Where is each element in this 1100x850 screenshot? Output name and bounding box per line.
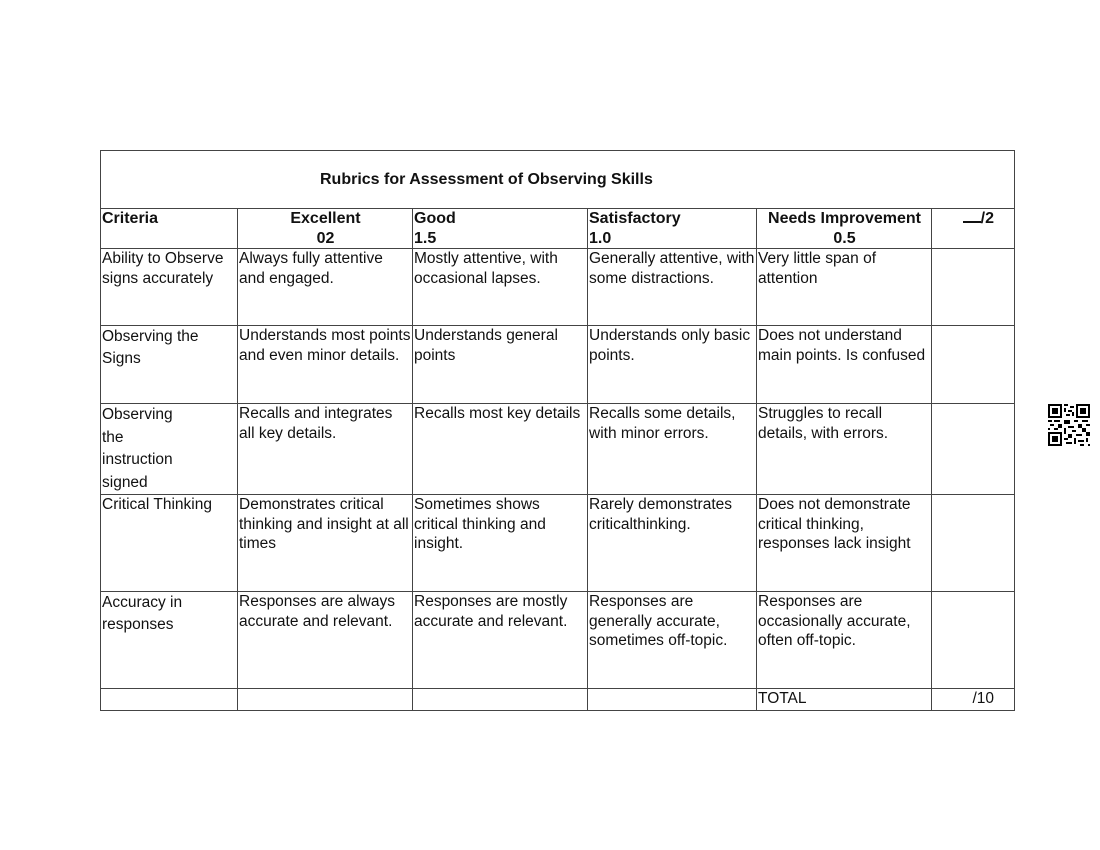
header-score (932, 209, 1015, 249)
descriptor-cell: Rarely demonstrates criticalthinking. (588, 495, 757, 592)
qr-code-icon (1048, 404, 1090, 446)
descriptor-cell: Understands most points and even minor details. (238, 326, 413, 404)
table-row (101, 326, 1015, 404)
descriptor-cell: Recalls and integrates all key details. (238, 404, 413, 495)
descriptor-cell: Struggles to recall details, with errors. (757, 404, 932, 495)
empty-cell (238, 689, 413, 711)
descriptor-cell: Very little span of attention (757, 249, 932, 326)
table-row (101, 249, 1015, 326)
score-cell[interactable] (932, 592, 1015, 689)
criteria-cell: Critical Thinking (101, 495, 238, 592)
table-row (101, 495, 1015, 592)
descriptor-cell: Responses are always accurate and relevant. (238, 592, 413, 689)
table-row (101, 592, 1015, 689)
empty-cell (588, 689, 757, 711)
level-score: 1.5 (414, 229, 437, 247)
descriptor-cell: Demonstrates critical thinking and insight at all times (238, 495, 413, 592)
descriptor-cell: Responses are occasionally accurate, often off-topic. (757, 592, 932, 689)
level-label: Needs Improvement (768, 210, 921, 227)
descriptor-cell: Understands general points (413, 326, 588, 404)
header-excellent (238, 209, 413, 249)
header-good (413, 209, 588, 249)
score-cell[interactable] (932, 326, 1015, 404)
descriptor-cell: Does not demonstrate critical thinking, responses lack insight (757, 495, 932, 592)
level-label: Good (414, 210, 456, 227)
descriptor-cell: Responses are generally accurate, sometimes off-topic. (588, 592, 757, 689)
score-cell[interactable] (932, 404, 1015, 495)
descriptor-cell: Always fully attentive and engaged. (238, 249, 413, 326)
empty-cell (101, 689, 238, 711)
descriptor-cell: Does not understand main points. Is confused (757, 326, 932, 404)
header-needs-improvement (757, 209, 932, 249)
rubric-title: Rubrics for Assessment of Observing Skills (101, 151, 1015, 209)
total-row (101, 689, 1015, 711)
descriptor-cell: Recalls some details, with minor errors. (588, 404, 757, 495)
criteria-cell: Observing the Signs (101, 326, 238, 404)
score-cell[interactable] (932, 495, 1015, 592)
descriptor-cell: Sometimes shows critical thinking and insight. (413, 495, 588, 592)
total-label: TOTAL (757, 689, 932, 711)
criteria-cell: Accuracy in responses (101, 592, 238, 689)
descriptor-cell: Responses are mostly accurate and relevant. (413, 592, 588, 689)
criteria-cell: Observing the instruction signed (101, 404, 238, 495)
score-cell[interactable] (932, 249, 1015, 326)
descriptor-cell: Mostly attentive, with occasional lapses. (413, 249, 588, 326)
level-score: 0.5 (833, 229, 856, 247)
level-score: 02 (316, 229, 335, 247)
table-row (101, 404, 1015, 495)
level-label: Satisfactory (589, 210, 681, 227)
header-satisfactory (588, 209, 757, 249)
level-label: Excellent (290, 210, 361, 227)
descriptor-cell: Understands only basic points. (588, 326, 757, 404)
total-score[interactable]: /10 (932, 689, 1015, 711)
score-max: /2 (980, 210, 994, 227)
descriptor-cell: Generally attentive, with some distractions. (588, 249, 757, 326)
empty-cell (413, 689, 588, 711)
header-criteria: Criteria (101, 209, 238, 249)
rubric-table (100, 150, 1015, 711)
score-blank-line (963, 209, 981, 223)
criteria-cell: Ability to Observe signs accurately (101, 249, 238, 326)
level-score: 1.0 (589, 229, 612, 247)
header-row (101, 209, 1015, 249)
descriptor-cell: Recalls most key details (413, 404, 588, 495)
